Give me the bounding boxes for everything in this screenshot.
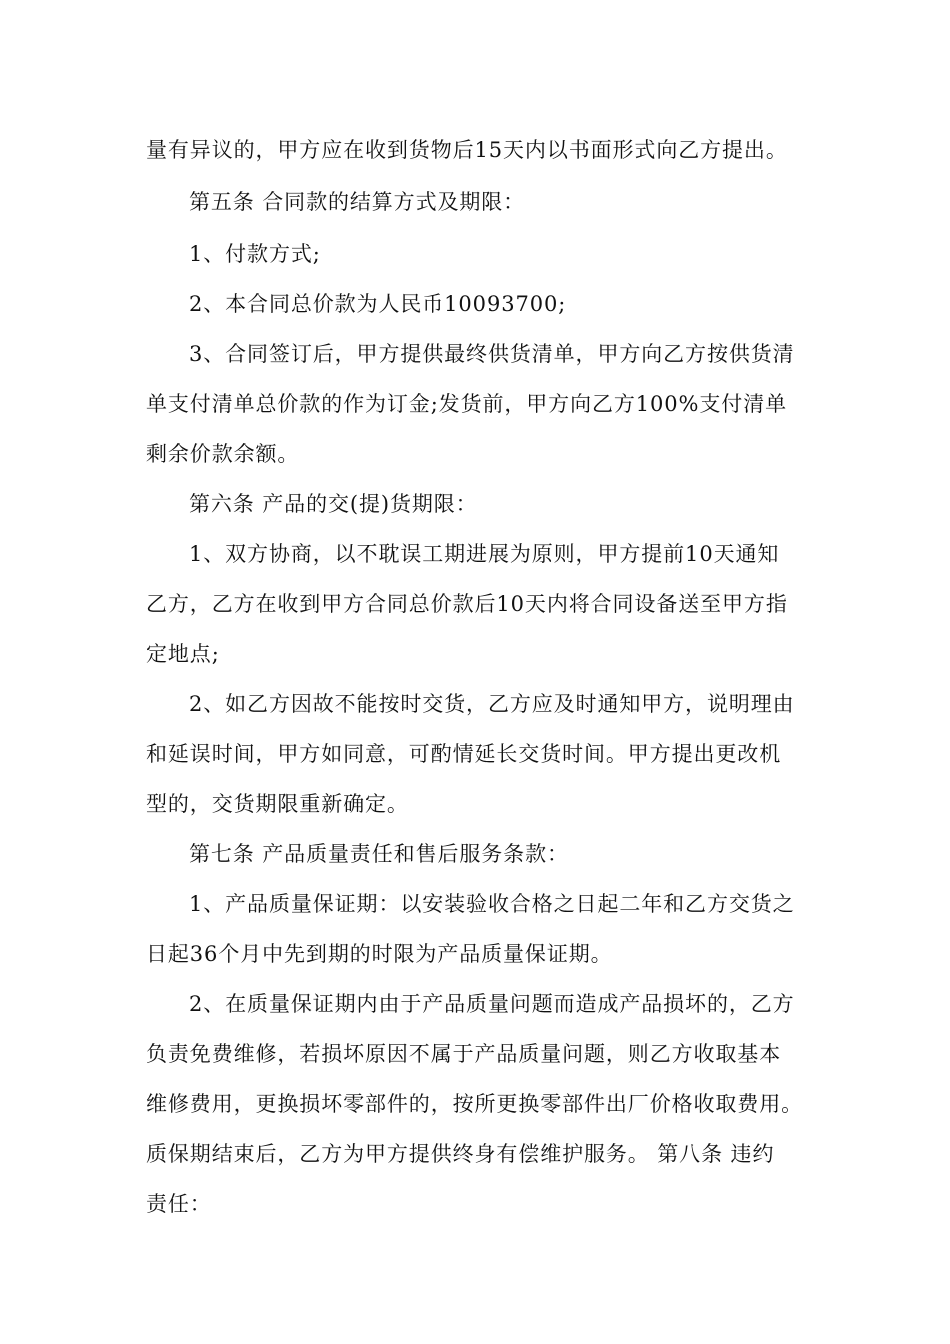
text-line: 1、双方协商，以不耽误工期进展为原则，甲方提前10天通知 xyxy=(189,542,780,566)
text-line: 量有异议的，甲方应在收到货物后15天内以书面形式向乙方提出。 xyxy=(146,138,788,162)
section-heading: 第七条 产品质量责任和售后服务条款： xyxy=(189,842,569,866)
text-line: 和延误时间，甲方如同意，可酌情延长交货时间。甲方提出更改机 xyxy=(146,742,782,766)
text-line: 日起36个月中先到期的时限为产品质量保证期。 xyxy=(146,942,613,966)
text-line: 2、本合同总价款为人民币10093700; xyxy=(189,292,567,316)
text-line: 责任： xyxy=(146,1192,212,1216)
section-heading: 第五条 合同款的结算方式及期限： xyxy=(189,190,526,214)
text-line: 3、合同签订后，甲方提供最终供货清单，甲方向乙方按供货清 xyxy=(189,342,795,366)
text-line: 剩余价款余额。 xyxy=(146,442,300,466)
text-line: 定地点; xyxy=(146,642,220,666)
text-line: 1、产品质量保证期：以安装验收合格之日起二年和乙方交货之 xyxy=(189,892,795,916)
text-line: 型的，交货期限重新确定。 xyxy=(146,792,409,816)
text-line: 单支付清单总价款的作为订金;发货前，甲方向乙方100%支付清单 xyxy=(146,392,788,416)
text-line: 1、付款方式; xyxy=(189,242,321,266)
text-line: 2、如乙方因故不能按时交货，乙方应及时通知甲方，说明理由 xyxy=(189,692,795,716)
text-line: 负责免费维修，若损坏原因不属于产品质量问题，则乙方收取基本 xyxy=(146,1042,782,1066)
text-line: 乙方，乙方在收到甲方合同总价款后10天内将合同设备送至甲方指 xyxy=(146,592,788,616)
text-line: 维修费用，更换损坏零部件的，按所更换零部件出厂价格收取费用。 xyxy=(146,1092,803,1116)
section-heading: 第六条 产品的交(提)货期限： xyxy=(189,492,478,516)
text-line: 2、在质量保证期内由于产品质量问题而造成产品损坏的，乙方 xyxy=(189,992,795,1016)
text-line: 质保期结束后，乙方为甲方提供终身有偿维护服务。 第八条 违约 xyxy=(146,1142,775,1166)
